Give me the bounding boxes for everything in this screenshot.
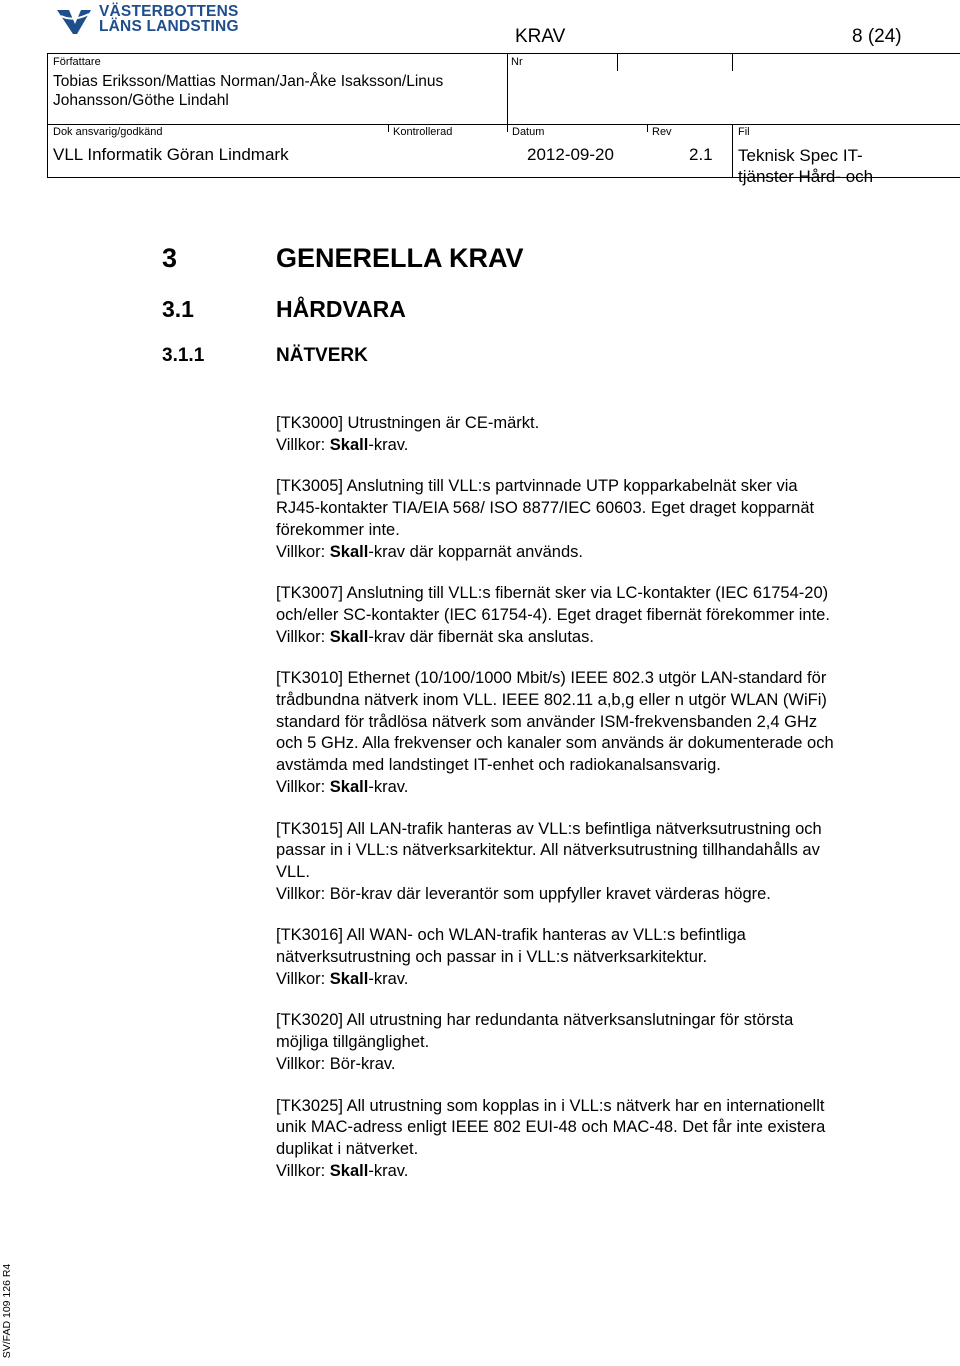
requirement-condition [276, 627, 936, 649]
requirement-text-line: nätverksutrustning och passar in i VLL:s nätverksarkitektur. [276, 948, 708, 967]
requirement-text-line: och 5 GHz. Alla frekvenser och kanaler som används är dokumenterade och [276, 734, 834, 753]
requirement-paragraph [276, 819, 936, 906]
requirement-text-line: [TK3025] All utrustning som kopplas in i VLL:s nätverk har en internationellt [276, 1096, 825, 1115]
header-tick-1 [617, 53, 618, 71]
requirement-paragraph [276, 1096, 936, 1183]
date-label: Datum [512, 126, 545, 138]
condition-suffix: -krav. [368, 969, 409, 988]
file-label: Fil [738, 126, 750, 138]
requirement-text-line: standard för trådlösa nätverk som använder ISM-frekvensbanden 2,4 GHz [276, 712, 818, 731]
document-type: KRAV [515, 26, 566, 47]
requirement-paragraph [276, 668, 936, 798]
condition-suffix: -krav där fibernät ska anslutas. [368, 627, 594, 646]
requirement-paragraph [276, 413, 936, 456]
requirement-condition [276, 777, 936, 799]
requirement-text-line: [TK3010] Ethernet (10/100/1000 Mbit/s) IEEE 802.3 utgör LAN-standard för [276, 669, 827, 688]
requirement-condition [276, 969, 936, 991]
header-rule-left [47, 53, 48, 178]
requirement-text-line: och/eller SC-kontakter (IEC 61754-4). Eget draget fibernät förekommer inte. [276, 605, 830, 624]
heading-2-title: HÅRDVARA [276, 296, 406, 322]
heading-1-number: 3 [162, 243, 178, 273]
condition-prefix: Villkor: Bör-krav. [276, 1054, 396, 1073]
heading-1-title: GENERELLA KRAV [276, 243, 524, 273]
requirement-text-line: VLL. [276, 862, 310, 881]
file-value: Teknisk Spec IT- tjänster Hård- och [738, 146, 874, 186]
condition-level: Skall [329, 627, 369, 646]
condition-level: Skall [329, 777, 369, 796]
approved-label: Dok ansvarig/godkänd [53, 126, 163, 138]
nr-label: Nr [511, 56, 523, 68]
requirement-condition [276, 1054, 936, 1076]
requirement-text-line: [TK3016] All WAN- och WLAN-trafik hanteras av VLL:s befintliga [276, 926, 746, 945]
condition-suffix: -krav. [368, 1161, 409, 1180]
condition-suffix: -krav. [368, 435, 409, 454]
requirement-text-line: förekommer inte. [276, 520, 400, 539]
rev-value: 2.1 [689, 145, 713, 164]
condition-suffix: -krav. [368, 777, 409, 796]
requirement-text-line: [TK3007] Anslutning till VLL:s fibernät sker via LC-kontakter (IEC 61754-20) [276, 584, 829, 603]
requirement-text-line: avstämda med landstinget IT-enhet och radiokanalsansvarig. [276, 756, 721, 775]
condition-level: Skall [329, 542, 369, 561]
header-rule-top [47, 53, 960, 54]
approved-value: VLL Informatik Göran Lindmark [53, 145, 289, 164]
requirement-text-line: [TK3020] All utrustning har redundanta nätverksanslutningar för största [276, 1011, 794, 1030]
requirement-condition [276, 542, 936, 564]
header-tick-4 [507, 124, 508, 132]
header-divider-nr [507, 53, 508, 124]
requirement-text-line: trådbundna nätverk inom VLL. IEEE 802.11 a,b,g eller n utgör WLAN (WiFi) [276, 691, 827, 710]
requirement-text-line: [TK3000] Utrustningen är CE-märkt. [276, 414, 540, 432]
condition-prefix: Villkor: [276, 1161, 330, 1180]
heading-2-number: 3.1 [162, 296, 194, 322]
condition-suffix: -krav där kopparnät används. [368, 542, 583, 561]
requirement-text-line: [TK3005] Anslutning till VLL:s partvinnade UTP kopparkabelnät sker via [276, 477, 798, 496]
requirement-text-line: möjliga tillgänglighet. [276, 1033, 430, 1052]
form-code: SV/FAD 109 126 R4 [1, 1263, 13, 1359]
requirement-condition [276, 884, 936, 906]
requirement-condition [276, 435, 936, 457]
requirement-paragraph [276, 1010, 936, 1075]
condition-prefix: Villkor: [276, 777, 330, 796]
requirements-list [276, 413, 936, 1202]
condition-level: Skall [329, 1161, 369, 1180]
author-label: Författare [53, 56, 101, 68]
requirement-text-line: passar in i VLL:s nätverksarkitektur. All nätverksutrustning tillhandahålls av [276, 841, 820, 860]
condition-prefix: Villkor: [276, 542, 330, 561]
heading-3-number: 3.1.1 [162, 345, 205, 366]
condition-prefix: Villkor: [276, 969, 330, 988]
condition-prefix: Villkor: Bör-krav där leverantör som uppfyller kravet värderas högre. [276, 884, 771, 903]
condition-level: Skall [329, 435, 369, 454]
logo-text: VÄSTERBOTTENS LÄNS LANDSTING [99, 3, 239, 35]
header-divider-file [732, 124, 733, 177]
requirement-condition [276, 1161, 936, 1183]
requirement-paragraph [276, 476, 936, 563]
date-value: 2012-09-20 [527, 145, 614, 164]
landsting-logo [55, 3, 239, 38]
condition-prefix: Villkor: [276, 435, 330, 454]
requirement-paragraph [276, 583, 936, 648]
condition-level: Skall [329, 969, 369, 988]
condition-prefix: Villkor: [276, 627, 330, 646]
heading-3-title: NÄTVERK [276, 345, 368, 366]
header-tick-3 [388, 124, 389, 132]
page-number: 8 (24) [852, 26, 902, 47]
header-tick-5 [647, 124, 648, 132]
header-tick-2 [732, 53, 733, 71]
requirement-text-line: duplikat i nätverket. [276, 1139, 419, 1158]
checked-label: Kontrollerad [393, 126, 453, 138]
requirement-text-line: unik MAC-adress enligt IEEE 802 EUI-48 och MAC-48. Det får inte existera [276, 1118, 826, 1137]
header-rule-middle [47, 124, 960, 125]
requirement-text-line: [TK3015] All LAN-trafik hanteras av VLL:s befintliga nätverksutrustning och [276, 819, 822, 838]
requirement-paragraph [276, 925, 936, 990]
logo-mark-icon [55, 6, 93, 36]
rev-label: Rev [652, 126, 672, 138]
requirement-text-line: RJ45-kontakter TIA/EIA 568/ ISO 8877/IEC 60603. Eget draget kopparnät [276, 499, 815, 518]
author-value: Tobias Eriksson/Mattias Norman/Jan-Åke Isaksson/Linus Johansson/Göthe Lindahl [53, 73, 444, 109]
